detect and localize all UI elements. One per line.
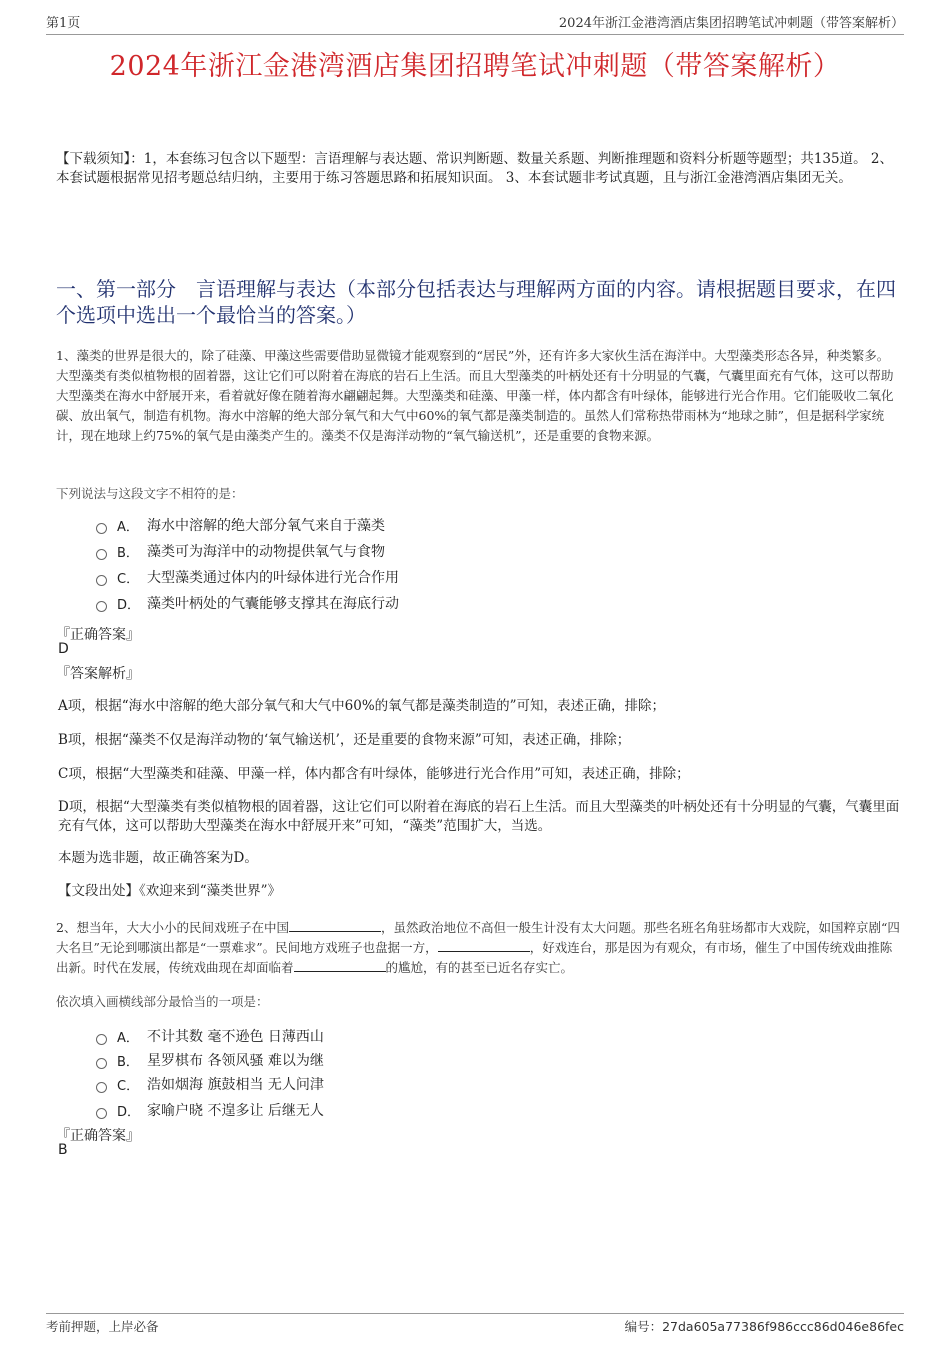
q2-passage-part: ，虽然政治地位不高但一般生计没有太大问题。那些名班名角驻场都市大戏院，如国粹京剧“四大名旦”无论到哪演出都是“一票难求”。民间地方戏班子也盘据一方， [56, 920, 900, 955]
q1-analysis-a: A项，根据“海水中溶解的绝大部分氧气和大气中60%的氧气都是藻类制造的”可知，表述正确，排除； [58, 698, 666, 714]
fill-blank [289, 919, 381, 932]
option-letter: C． [117, 1078, 140, 1094]
option-letter: B． [117, 545, 139, 561]
footer-code-label: 编号： [624, 1319, 663, 1334]
option-letter: A． [117, 1030, 139, 1046]
option-text: 藻类可为海洋中的动物提供氧气与食物 [147, 544, 385, 560]
q1-analysis-d: D项，根据“大型藻类有类似植物根的固着器，这让它们可以附着在海底的岩石上生活。而且大型藻类的叶柄处还有十分明显的气囊，气囊里面充有气体，这可以帮助大型藻类在海水中舒展开来”可知，“藻类”范围扩大，当选。 [58, 799, 900, 834]
page-title: 2024年浙江金港湾酒店集团招聘笔试冲刺题（带答案解析） [109, 51, 841, 82]
option-letter: D． [117, 597, 141, 613]
q1-option-d[interactable] [96, 590, 399, 616]
q1-analysis-label: 『答案解析』 [56, 666, 140, 682]
radio-icon[interactable] [96, 1082, 107, 1093]
q1-option-b[interactable] [96, 538, 399, 564]
header-doc-title: 2024年浙江金港湾酒店集团招聘笔试冲刺题（带答案解析） [558, 16, 904, 31]
page-number: 第1页 [46, 16, 81, 31]
q1-answer: D [58, 641, 69, 657]
option-letter: A． [117, 519, 139, 535]
fill-blank [294, 959, 386, 972]
q2-answer: B [58, 1142, 68, 1158]
radio-icon[interactable] [96, 549, 107, 560]
radio-icon[interactable] [96, 1034, 107, 1045]
radio-icon[interactable] [96, 601, 107, 612]
section-heading: 一、第一部分 言语理解与表达（本部分包括表达与理解两方面的内容。请根据题目要求，在四个选项中选出一个最恰当的答案。） [56, 277, 896, 327]
q2-passage-part: ，好戏连台，那是因为有观众，有市场，催生了中国传统戏曲推陈出新。时代在发展，传统戏曲现在却面临着 [56, 940, 893, 975]
radio-icon[interactable] [96, 575, 107, 586]
option-text: 星罗棋布 各领风骚 难以为继 [147, 1053, 324, 1069]
option-text: 藻类叶柄处的气囊能够支撑其在海底行动 [147, 596, 399, 612]
q1-option-a[interactable] [96, 512, 399, 538]
q1-prompt: 下列说法与这段文字不相符的是： [56, 486, 244, 501]
q2-option-a[interactable] [96, 1023, 324, 1049]
q1-source: 【文段出处】《欢迎来到“藻类世界”》 [58, 883, 282, 899]
option-text: 家喻户晓 不遑多让 后继无人 [147, 1103, 324, 1119]
q1-passage: 1、藻类的世界是很大的，除了硅藻、甲藻这些需要借助显微镜才能观察到的“居民”外，还有许多大家伙生活在海洋中。大型藻类形态各异，种类繁多。大型藻类有类似植物根的固着器，这让它们可以附着在海底的岩石上生活。而且大型藻类的叶柄处还有十分明显的气囊，气囊里面充有气体，这可以帮助大型藻类在海水中舒展开来，看着就好像在随着海水翩翩起舞。大型藻类和硅藻、甲藻一样，体内都含有叶绿体，能够进行光合作用。它们能吸收二氧化碳、放出氧气，制造有机物。海水中溶解的绝大部分氧气和大气中60%的氧气都是藻类制造的。虽然人们常称热带雨林为“地球之肺”，但是据科学家统计，现在地球上约75%的氧气是由藻类产生的。藻类不仅是海洋动物的“氧气输送机”，还是重要的食物来源。 [56, 348, 894, 443]
radio-icon[interactable] [96, 1108, 107, 1119]
footer-code: 27da605a77386f986ccc86d046e86fec [662, 1319, 904, 1334]
q1-analysis-b: B项，根据“藻类不仅是海洋动物的‘氧气输送机’，还是重要的食物来源”可知，表述正确，排除； [58, 732, 631, 748]
page-header [46, 12, 904, 35]
q2-passage [56, 918, 900, 978]
q1-options [96, 512, 399, 616]
q2-passage-part: 的尴尬，有的甚至已近名存实亡。 [385, 960, 574, 975]
option-text: 不计其数 毫不逊色 日薄西山 [147, 1029, 324, 1045]
q1-analysis-c: C项，根据“大型藻类和硅藻、甲藻一样，体内都含有叶绿体，能够进行光合作用”可知，表述正确，排除； [58, 766, 690, 782]
q1-analysis-conclusion: 本题为选非题，故正确答案为D。 [58, 850, 258, 866]
q2-option-d[interactable] [96, 1097, 324, 1123]
option-letter: B． [117, 1054, 139, 1070]
q2-answer-label: 『正确答案』 [56, 1128, 140, 1144]
q1-answer-label: 『正确答案』 [56, 627, 140, 643]
q2-option-c[interactable] [96, 1071, 324, 1097]
option-letter: C． [117, 571, 140, 587]
q1-option-c[interactable] [96, 564, 399, 590]
page-footer [46, 1313, 904, 1335]
download-notice: 【下载须知】：1，本套练习包含以下题型：言语理解与表达题、常识判断题、数量关系题、判断推理题和资料分析题等题型；共135道。 2、本套试题根据常见招考题总结归纳，主要用于练习答题思路和拓展知识面。 3、本套试题非考试真题，且与浙江金港湾酒店集团无关。 [56, 151, 893, 186]
footer-slogan: 考前押题，上岸必备 [46, 1319, 159, 1334]
q2-passage-part: 2、想当年，大大小小的民间戏班子在中国 [56, 920, 289, 935]
option-letter: D． [117, 1104, 141, 1120]
q2-options [96, 1023, 324, 1123]
q2-prompt: 依次填入画横线部分最恰当的一项是： [56, 994, 269, 1009]
radio-icon[interactable] [96, 523, 107, 534]
q2-option-b[interactable] [96, 1049, 324, 1071]
footer-code-group [625, 1317, 904, 1335]
fill-blank [438, 939, 530, 952]
radio-icon[interactable] [96, 1058, 107, 1069]
option-text: 浩如烟海 旗鼓相当 无人问津 [147, 1077, 324, 1093]
option-text: 海水中溶解的绝大部分氧气来自于藻类 [147, 518, 385, 534]
option-text: 大型藻类通过体内的叶绿体进行光合作用 [147, 570, 399, 586]
